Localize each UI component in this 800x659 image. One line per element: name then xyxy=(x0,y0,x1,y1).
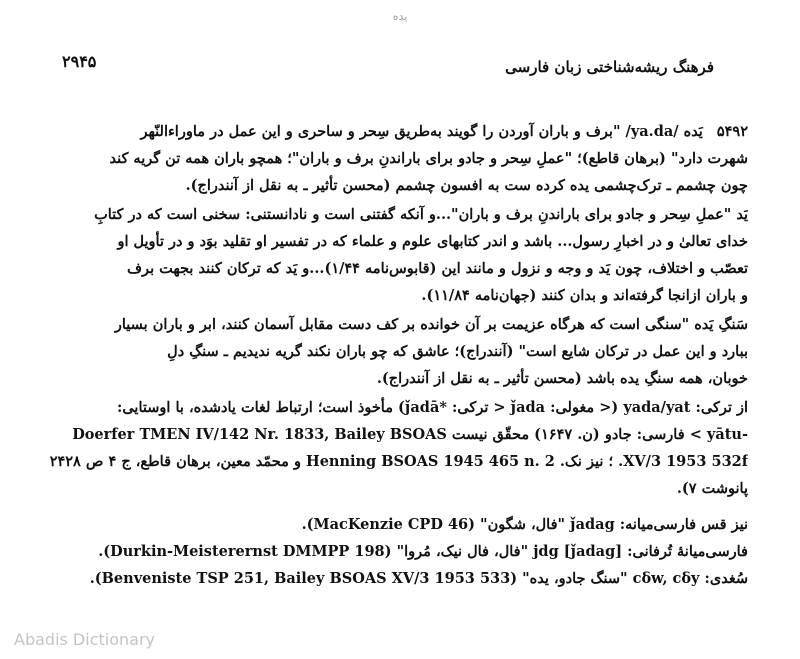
entry-line-7: و باران ازانجا گرفته‌اند و بدان کنند (جهان‌نامه ۱۱/۸۴). xyxy=(421,287,748,304)
entry-line-1: ۵۴۹۲یَده /ya.da/ "برف و باران آوردن را گویند به‌طریق سِحر و ساحری و این عمل در ماوراءالنّهر xyxy=(140,123,748,140)
entry-line-11: از ترکی: yada/yat (< مغولی: ǰada < ترکی: *ǰadā) مأخوذ است؛ ارتباط لغات یادشده، با اوستایی: xyxy=(116,399,748,416)
entry-line-6: تعصّب و اختلاف، چون یَد و وجه و نزول و مانند این (قابوس‌نامه ۱/۴۴)...و یَد که ترکان کنند بجهت برف xyxy=(127,260,748,277)
entry-line-8: سَنگِ یَده "سنگی است که هرگاه عزیمت بر آن خوانده بر کف دست مقابل آسمان کنند، ابر و باران بسیار xyxy=(114,316,748,333)
entry-line-12: -yātu > فارسی: جادو (ن. ۱۶۴۷) محقّق نیست Doerfer TMEN IV/142 Nr. 1833, Bailey BSOAS xyxy=(72,426,748,443)
watermark-text: Abadis Dictionary xyxy=(14,630,155,649)
entry-line-2: شهرت دارد" (برهان قاطع)؛ "عملِ سِحر و جادو برای باراندنِ برف و باران"؛ همچو باران همه تن گریه کند xyxy=(109,150,748,167)
entry-line-15: نیز قس فارسی‌میانه: ǰadag "فال، شگون" (MacKenzie CPD 46). xyxy=(301,516,748,533)
page-number: ۲۹۴۵ xyxy=(62,52,97,71)
entry-line-9: ببارد و این عمل در ترکان شایع است" (آنندراج)؛ عاشق که چو باران نکند گریه ندیدیم ـ سنگِ دلِ xyxy=(167,343,748,360)
entry-line-4: یَد "عملِ سِحر و جادو برای باراندنِ برف و باران"...و آنکه گفتنی است و نادانستنی: سخنی است که در کتابِ xyxy=(94,206,748,223)
entry-number: ۵۴۹۲ xyxy=(716,123,748,140)
browser-title: یده xyxy=(392,10,408,23)
entry-line-17: سُغدی: cδw, cδy "سنگ جادو، یده" (Benveniste TSP 251, Bailey BSOAS XV/3 1953 533). xyxy=(89,570,748,587)
book-title: فرهنگ ریشه‌شناختی زبان فارسی xyxy=(505,58,714,76)
entry-line-5: خدای تعالیٰ و در اخبارِ رسول... باشد و اندر کتابهای علوم و علماء که در تفسیر او تقلید بوَد و در تأویل او xyxy=(117,233,748,250)
entry-line-3: چون چشمم ـ ترک‌چشمی یده کرده ست به افسون چشمم (محسن تأثیر ـ به نقل از آنندراج). xyxy=(185,177,748,194)
entry-line-10: خوبان، همه سنگِ یده باشد (محسن تأثیر ـ به نقل از آنندراج). xyxy=(376,370,748,387)
entry-line-16: فارسی‌میانهٔ تُرفانی: [ǰadag] jdg "فال، فال نیک، مُروا" (Durkin-Meisterernst DMMPP 198). xyxy=(98,543,748,560)
entry-line-13: XV/3 1953 532f. ؛ نیز نک. Henning BSOAS 1945 465 n. 2 و محمّد معین، برهان قاطع، ج ۴ ص ۲۴۲۸ xyxy=(49,453,748,470)
entry-line-14: پانوشت ۷). xyxy=(676,480,748,497)
entry-body xyxy=(46,118,748,592)
